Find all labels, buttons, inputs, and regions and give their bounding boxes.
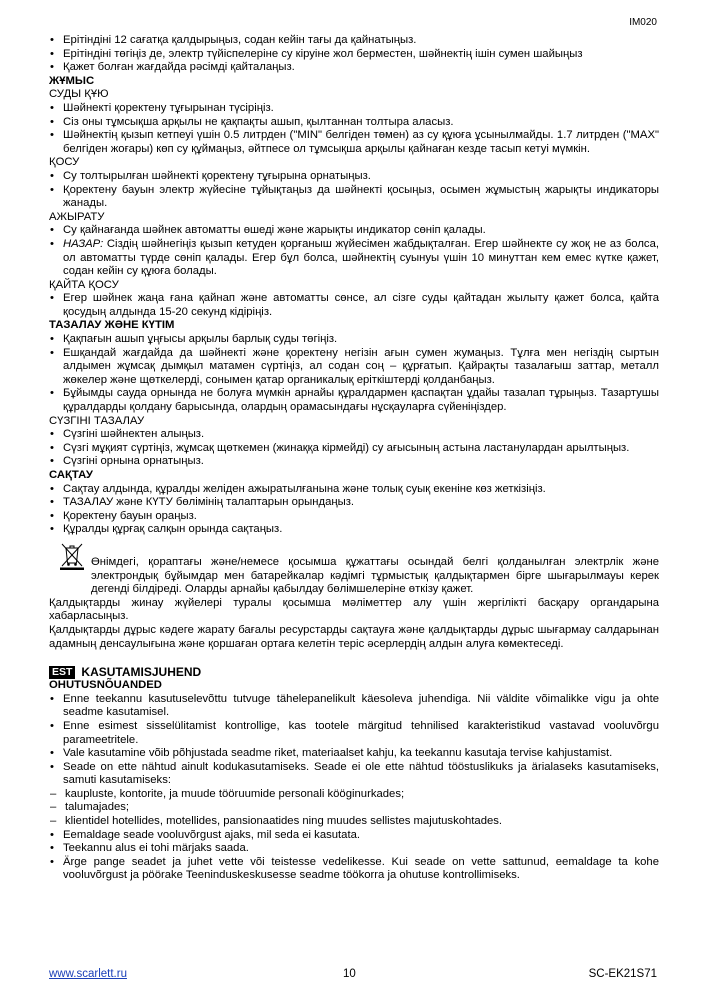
bullet-item: • Ерітіндіні 12 сағатқа қалдырыңыз, содан кейін тағы да қайнатыңыз. xyxy=(49,34,659,48)
model-number: SC-EK21S71 xyxy=(588,968,657,980)
estonian-section-header xyxy=(49,665,659,679)
subsection-heading: СУДЫ ҚҰЮ xyxy=(49,88,109,101)
safety-heading: OHUTUSNÕUANDED xyxy=(49,679,162,692)
bullet-item: • Қақпағын ашып ұңғысы арқылы барлық суды төгіңіз. xyxy=(49,333,659,347)
note-label: НАЗАР: xyxy=(63,237,104,250)
bullet-item: • Ерітіндіні төгіңіз де, электр түйіспелеріне су кіруіне жол берместен, шәйнектің ішін сумен шайыңыз xyxy=(49,48,659,62)
bullet-item: • Eemaldage seade vooluvõrgust ajaks, mil seda ei kasutata. xyxy=(49,829,659,843)
bullet-item: • Ärge pange seadet ja juhet vette või teistesse vedelikesse. Kui seade on vette sattunud, eemaldage ta kohe vooluvõrgust ja pöörake Teeninduskeskusesse seadme töökorra ja ohutuse kontrollimiseks. xyxy=(49,856,659,883)
bullet-item: • Қоректену бауын ораңыз. xyxy=(49,510,659,524)
dash-item: – kaupluste, kontorite, ja muude tööruumide personali kööginurkades; xyxy=(49,788,659,802)
bullet-item: • Ешқандай жағдайда да шәйнекті және қоректену негізін ағын сумен жумаңыз. Тұлға мен негіздің сыртын алдымен жұмсақ дымқыл матамен сүртіңіз, ал содан соң – құрғатып. Қайрақты тазалағыш заттар, металл жөкелер және щөткелерді, сонымен қатар органикалық еріткіштерді қолданбаңыз. xyxy=(49,347,659,388)
subsection-heading: ҚАЙТА ҚОСУ xyxy=(49,278,119,291)
weee-notice xyxy=(49,540,659,597)
bullet-item: • Егер шәйнек жаңа ғана қайнап және автоматты сөнсе, ал сізге суды қайтадан жылыту қажет болса, қайта қосудың алдында 15-20 секунд кідіріңіз. xyxy=(49,292,659,319)
bullet-item: • Enne teekannu kasutuselevõttu tutvuge tähelepanelikult käesoleva juhendiga. Nii väldite võimalikke vigu ja ohte seadme kasutamisel. xyxy=(49,693,659,720)
website-link[interactable]: www.scarlett.ru xyxy=(49,968,127,980)
bullet-item: • Enne esimest sisselülitamist kontrollige, kas tootele märgitud tehnilised karakteristikud vastavad vooluvõrgu parameetritele. xyxy=(49,720,659,747)
bullet-item: • Сүзгіні шәйнектен алыңыз. xyxy=(49,428,659,442)
bullet-item: • Сақтау алдында, құралды желіден ажыратылғанына және толық суық екеніне көз жеткізіңіз. xyxy=(49,483,659,497)
page-number: 10 xyxy=(343,968,356,980)
section-heading: ЖҰМЫС xyxy=(49,74,95,87)
bullet-item: • Seade on ette nähtud ainult kodukasutamiseks. Seade ei ole ette nähtud tööstuslikuks ja ärialaseks kasutamiseks, samuti kasutamiseks: xyxy=(49,761,659,788)
crossed-bin-icon xyxy=(57,540,87,570)
section-title: KASUTAMISJUHEND xyxy=(81,665,202,680)
section-heading: ТАЗАЛАУ ЖӘНЕ КҮТІМ xyxy=(49,319,175,332)
bullet-item: • Teekannu alus ei tohi märjaks saada. xyxy=(49,842,659,856)
bullet-item: • Құралды құрғақ салқын орында сақтаңыз. xyxy=(49,523,659,537)
bullet-item: • Сүзгі мұқият сүртіңіз, жұмсақ щөткемен (жинаққа кірмейді) су ағысының астына ластанулардан арылтыңыз. xyxy=(49,442,659,456)
subsection-heading: СҮЗГІНІ ТАЗАЛАУ xyxy=(49,414,145,427)
language-badge: EST xyxy=(49,666,75,679)
subsection-heading: ҚОСУ xyxy=(49,156,80,169)
bullet-item: • Сіз оны тұмсықша арқылы не қақпақты ашып, қылтаннан толтыра аласыз. xyxy=(49,116,659,130)
weee-text: Өнімдегі, қораптағы және/немесе қосымша құжаттағы осындай белгі қолданылған электрлік және электрондық бұйымдар мен батарейкалар кәдімгі тұрмыстық қалдықтармен бірге шығарылмауы керек дегенді білдіреді. Оларды арнайы қабылдау бөлімшелеріне өткізу қажет. xyxy=(91,555,659,596)
dash-item: – talumajades; xyxy=(49,801,659,815)
dash-item: – klientidel hotellides, motellides, pansionaatides ning muudes sellistes majutuskohtades. xyxy=(49,815,659,829)
bullet-item: • Қоректену бауын электр жүйесіне тұйықтаңыз да шәйнекті қосыңыз, осымен жұмыстың жарықты индикаторы жанады. xyxy=(49,184,659,211)
bullet-item: • Vale kasutamine võib põhjustada seadme riket, materiaalset kahju, ka teekannu kasutaja tervise kahjustamist. xyxy=(49,747,659,761)
bullet-item: • ТАЗАЛАУ және КҮТУ бөлімінің талаптарын орындаңыз. xyxy=(49,496,659,510)
bullet-item: • Қажет болған жағдайда рәсімді қайталаңыз. xyxy=(49,61,659,75)
note-text: Сіздің шәйнегіңіз қызып кетуден қорғаныш жүйесімен жабдықталған. Егер шәйнекте су жоқ не аз болса, ол автоматты түрде сөніп қалады. Егер бұл болса, шәйнектің суынуы үшін 10 минуттан кем емес күтке қажет, содан кейін су құюға болады. xyxy=(63,237,659,278)
document-code: IM020 xyxy=(629,17,657,28)
section-heading: САҚТАУ xyxy=(49,469,93,481)
bullet-item: • Сүзгіні орнына орнатыңыз. xyxy=(49,455,659,469)
weee-paragraph: Қалдықтарды жинау жүйелері туралы қосымша мәліметтер алу үшін жергілікті басқару органдарына хабарласыңыз. xyxy=(49,596,659,623)
bullet-item: • Шәйнектің қызып кетпеуі үшін 0.5 литрден ("MIN" белгіден төмен) аз су құюға ұсынылмайды. 1.7 литрден ("MAX" белгіден жоғары) көп су құймаңыз, әйтпесе ол тұмсықша арқылы қайнаған кезде тасып кетуі мүмкін. xyxy=(49,129,659,156)
bullet-item xyxy=(49,238,659,279)
bullet-item: • Шәйнекті қоректену тұғырынан түсіріңіз. xyxy=(49,102,659,116)
estonian-safety-list xyxy=(49,693,659,883)
kazakh-instructions xyxy=(49,34,659,537)
subsection-heading: АЖЫРАТУ xyxy=(49,210,105,223)
document-body xyxy=(49,34,659,883)
bullet-item: • Су толтырылған шәйнекті қоректену тұғырына орнатыңыз. xyxy=(49,170,659,184)
bullet-item: • Су қайнағанда шәйнек автоматты өшеді және жарықты индикатор сөніп қалады. xyxy=(49,224,659,238)
weee-paragraph: Қалдықтарды дұрыс кәдеге жарату бағалы ресурстарды сақтауға және қалдықтарды дұрыс шығармау салдарынан адамның денсаулығына және қоршаған ортаға келетін теріс әсерлердің алдын алуға көмектеседі. xyxy=(49,623,659,650)
bullet-item: • Бұйымды сауда орнында не болуға мүмкін арнайы құралдармен қаспақтан ұдайы тазалап тұрыңыз. Тазартушы құралдарды қолдану барысында, олардың орамасындағы нұсқауларға сүйеніңіздер. xyxy=(49,387,659,414)
